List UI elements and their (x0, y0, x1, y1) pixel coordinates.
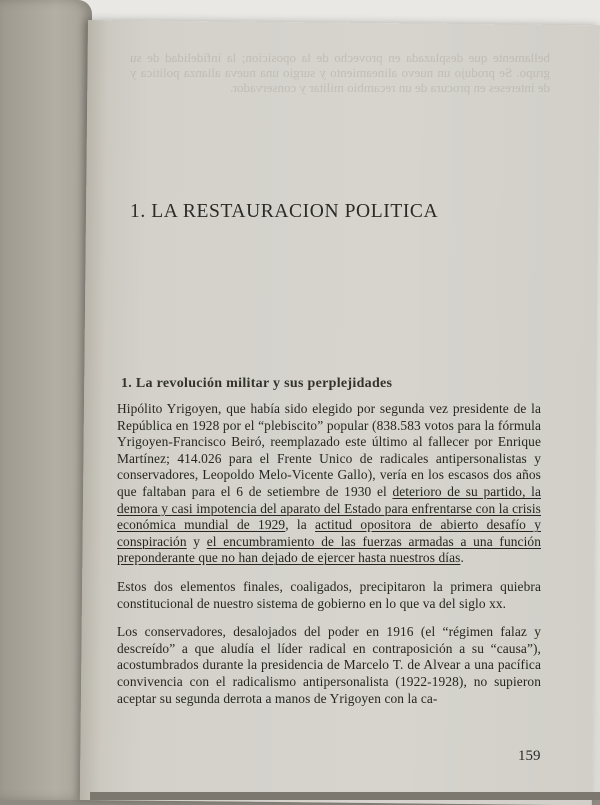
underlined-passage-3: el encumbramiento de las fuerzas armadas a una función preponderante que no han dejado de ejercer hasta nuestros días (117, 533, 541, 566)
chapter-title: 1. LA RESTAURACION POLITICA (130, 201, 439, 222)
section-heading: 1. La revolución militar y sus perplejidades (121, 376, 393, 391)
page-number: 159 (518, 748, 541, 764)
paragraph-1-connector-2: y (186, 533, 207, 549)
underlined-passage-2: actitud opositora de abierto desafío y conspiración (117, 517, 541, 549)
left-page-edge (0, 0, 92, 800)
underlined-passage-1: deterioro de su partido, la demora y casi impotencia del aparato del Estado para enfrentarse con la crisis económica mundial de 1929 (117, 483, 541, 533)
paragraph-1-connector: , la (285, 517, 316, 533)
paragraph-1 (117, 401, 541, 567)
paragraph-3: Los conservadores, desalojados del poder en 1916 (el “régimen falaz y descreído” a que aludía el líder radical en contraposición a su “causa”), acostumbrados durante la presidencia de Marcelo T. de Alvear a una pacífica convivencia con el radicalismo antipersonalista (1922-1928), no supieron aceptar su segunda derrota a manos de Yrigoyen con la ca- (117, 624, 541, 706)
page-bottom-edge (90, 792, 600, 800)
paragraph-2: Estos dos elementos finales, coaligados, precipitaron la primera quiebra constitucional de nuestro sistema de gobierno en lo que va del siglo xx. (117, 578, 541, 611)
page-content (117, 376, 541, 719)
paragraph-1-end: . (460, 550, 464, 566)
show-through-text: bellamente que desplazada en provecho de la oposicion; la infidelidad de su grupo. Se produjo un nuevo alineamiento y surgio una nueva alianza politica y de intereses en procura de un recambio militar y conservador. (130, 50, 550, 95)
paragraph-1-text: Hipólito Yrigoyen, que había sido elegido por segunda vez presidente de la República en 1928 por el “plebiscito” popular (838.583 votos para la fórmula Yrigoyen-Francisco Beiró, reemplazado este último al fallecer por Enrique Martínez; 414.026 para el Frente Unico de radicales antipersonalistas y conservadores, Leopoldo Melo-Vicente Gallo), vería en los escasos dos años que faltaban para el 6 de setiembre de 1930 el (117, 401, 541, 499)
